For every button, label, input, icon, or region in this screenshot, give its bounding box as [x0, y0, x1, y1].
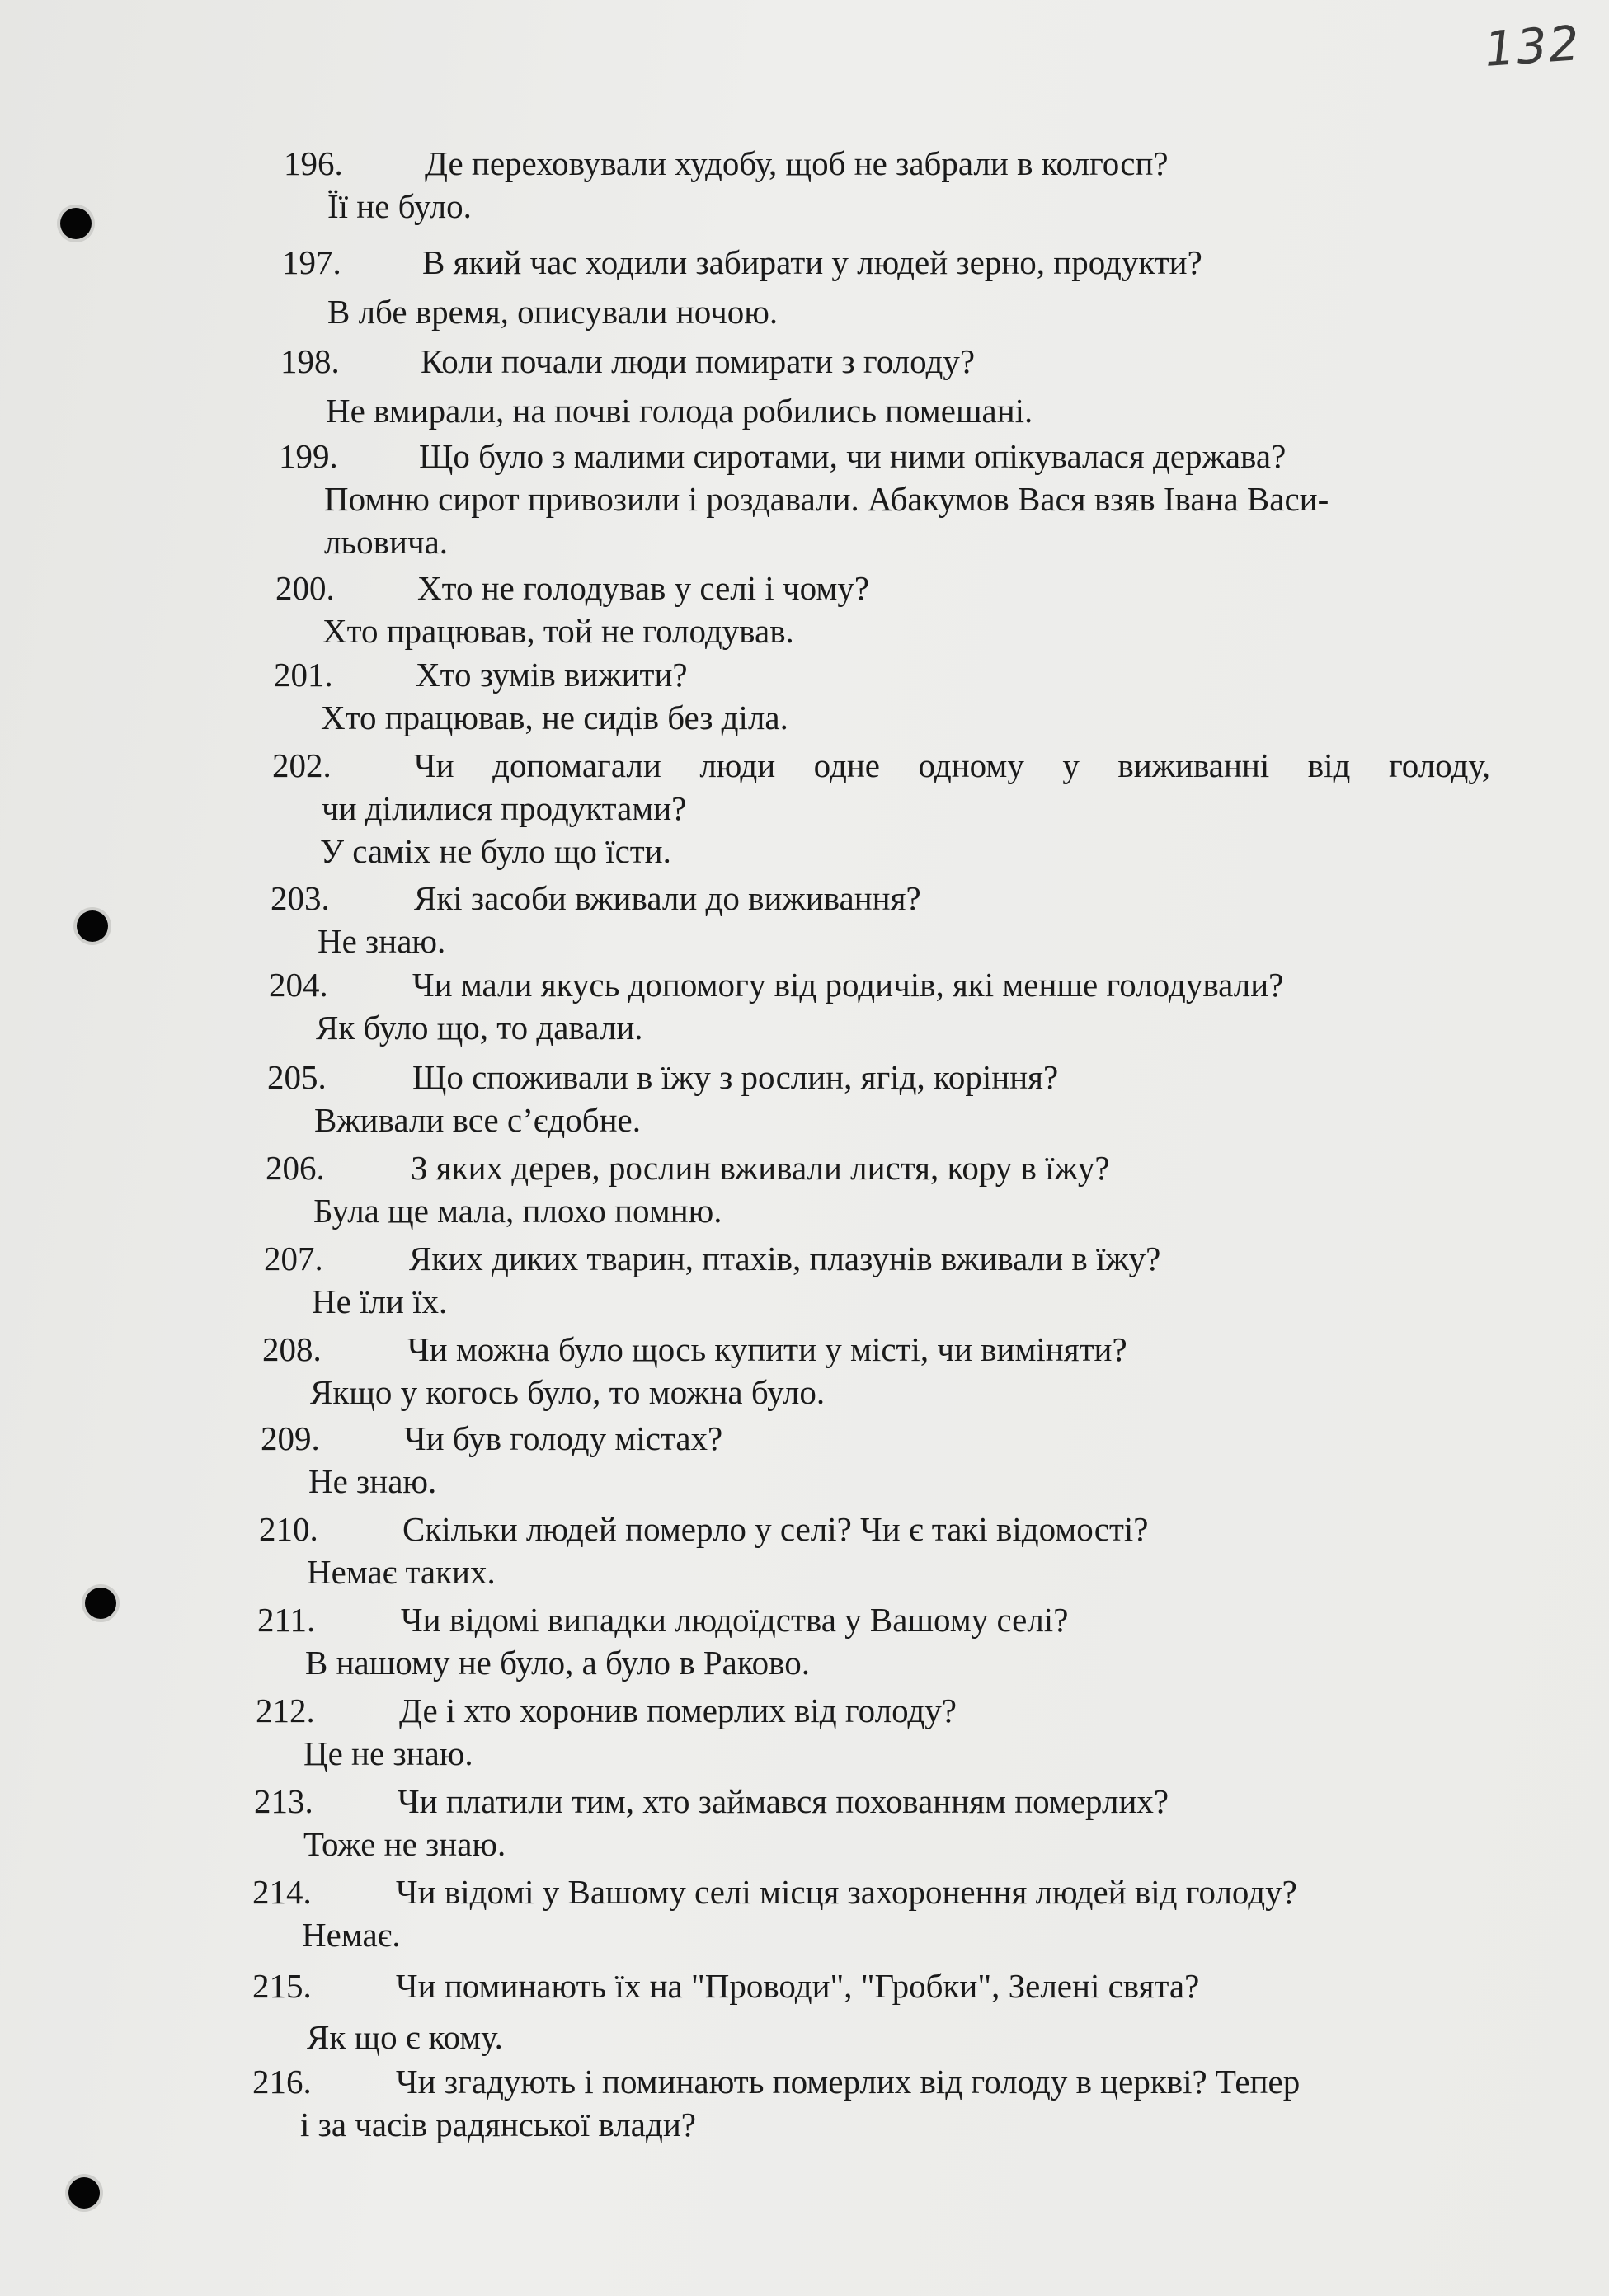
question-number: 208. — [262, 1330, 322, 1368]
answer-text: Якщо у когось було, то можна було. — [310, 1373, 826, 1411]
question-number: 203. — [271, 879, 330, 917]
question-number: 201. — [274, 656, 333, 694]
qa-item — [0, 1417, 1609, 1503]
question-number: 206. — [266, 1149, 325, 1187]
question-number: 213. — [254, 1782, 313, 1820]
question-text: Чи поминають їх на "Проводи", "Гробки", Зелені свята? — [396, 1967, 1200, 2005]
qa-item — [0, 653, 1609, 739]
answer-text: Хто працював, той не голодував. — [322, 612, 794, 650]
qa-item — [0, 1508, 1609, 1593]
question-number: 210. — [259, 1510, 318, 1548]
answer-text: Немає таких. — [307, 1553, 496, 1591]
answer-text: Не знаю. — [308, 1462, 437, 1500]
answer-text: Її не було. — [327, 187, 472, 225]
punch-hole — [68, 2177, 100, 2209]
question-text: Чи платили тим, хто займався похованням померлих? — [398, 1782, 1169, 1820]
question-number: 200. — [275, 569, 335, 607]
answer-text: Не вмирали, на почві голода робились помешані. — [326, 392, 1033, 430]
question-number: 204. — [269, 966, 328, 1004]
qa-item — [0, 241, 1609, 333]
question-text: В який час ходили забирати у людей зерно, продукти? — [422, 243, 1202, 281]
qa-item — [0, 142, 1609, 228]
qa-item — [0, 1870, 1609, 1956]
question-text: З яких дерев, рослин вживали листя, кору в їжу? — [411, 1149, 1110, 1187]
question-number: 212. — [256, 1691, 315, 1729]
qa-item — [0, 744, 1609, 873]
question-text: Чи мали якусь допомогу від родичів, які менше голодували? — [412, 966, 1284, 1004]
question-text: Які засоби вживали до виживання? — [414, 879, 921, 917]
qa-item — [0, 1237, 1609, 1323]
question-text: Де переховували худобу, щоб не забрали в колгосп? — [425, 144, 1169, 182]
question-number: 207. — [264, 1240, 323, 1277]
qa-item — [0, 340, 1609, 432]
question-text-line: Чи згадують і поминають померлих від голоду в церкві? Тепер — [396, 2063, 1301, 2101]
answer-text: В лбе время, описували ночою. — [327, 293, 779, 331]
qa-item — [0, 877, 1609, 962]
question-text: Яких диких тварин, птахів, плазунів вживали в їжу? — [409, 1240, 1161, 1277]
answer-text: У саміх не було що їсти. — [320, 832, 671, 870]
qa-item — [0, 1328, 1609, 1414]
answer-text: Немає. — [302, 1916, 401, 1954]
question-text: Чи відомі у Вашому селі місця захоронення людей від голоду? — [396, 1873, 1297, 1911]
question-text: Скільки людей померло у селі? Чи є такі відомості? — [402, 1510, 1149, 1548]
qa-item — [0, 2060, 1609, 2146]
question-text-line: Чи допомагали люди одне одному у виживанні від голоду, — [414, 746, 1490, 784]
qa-item — [0, 435, 1609, 563]
question-text: Коли почали люди помирати з голоду? — [421, 342, 976, 380]
question-number: 209. — [261, 1419, 320, 1457]
answer-text: Була ще мала, плохо помню. — [313, 1192, 722, 1230]
question-text: Чи можна було щось купити у місті, чи виміняти? — [407, 1330, 1127, 1368]
question-text: Чи відомі випадки людоїдства у Вашому селі? — [401, 1601, 1069, 1639]
qa-item — [0, 1598, 1609, 1684]
question-text: Що споживали в їжу з рослин, ягід, коріння? — [412, 1058, 1059, 1096]
question-text: Чи був голоду містах? — [404, 1419, 723, 1457]
question-number: 215. — [252, 1967, 312, 2005]
question-text-line: чи ділилися продуктами? — [322, 789, 687, 827]
answer-text-line: льовича. — [324, 523, 449, 561]
qa-item — [0, 1146, 1609, 1232]
question-text: Де і хто хоронив померлих від голоду? — [399, 1691, 957, 1729]
question-number: 214. — [252, 1873, 312, 1911]
qa-item — [0, 1689, 1609, 1775]
qa-item — [0, 1964, 1609, 2058]
answer-text-line: Помню сирот привозили і роздавали. Абакумов Вася взяв Івана Васи- — [324, 480, 1329, 518]
question-number: 199. — [279, 437, 338, 475]
qa-item — [0, 1056, 1609, 1141]
answer-text: Як що є кому. — [307, 2018, 503, 2056]
question-number: 197. — [282, 243, 341, 281]
question-number: 202. — [272, 746, 332, 784]
question-text: Хто зумів вижити? — [416, 656, 688, 694]
answer-text: Хто працював, не сидів без діла. — [321, 699, 788, 736]
question-text: Що було з малими сиротами, чи ними опікувалася держава? — [419, 437, 1287, 475]
question-number: 205. — [267, 1058, 327, 1096]
qa-item — [0, 1780, 1609, 1866]
answer-text: Це не знаю. — [303, 1734, 473, 1772]
page-number: 132 — [1482, 15, 1583, 78]
answer-text: Не знаю. — [318, 922, 446, 960]
question-number: 211. — [257, 1601, 316, 1639]
question-number: 216. — [252, 2063, 312, 2101]
question-number: 198. — [280, 342, 340, 380]
answer-text: В нашому не було, а було в Раково. — [305, 1644, 810, 1682]
qa-item — [0, 963, 1609, 1049]
answer-text: Як було що, то давали. — [316, 1009, 643, 1047]
question-text-line: і за часів радянської влади? — [300, 2105, 697, 2143]
answer-text: Вживали все с’єдобне. — [314, 1101, 641, 1139]
answer-text: Не їли їх. — [312, 1282, 448, 1320]
qa-item — [0, 567, 1609, 652]
question-number: 196. — [284, 144, 343, 182]
question-text: Хто не голодував у селі і чому? — [417, 569, 870, 607]
answer-text: Тоже не знаю. — [303, 1825, 506, 1863]
